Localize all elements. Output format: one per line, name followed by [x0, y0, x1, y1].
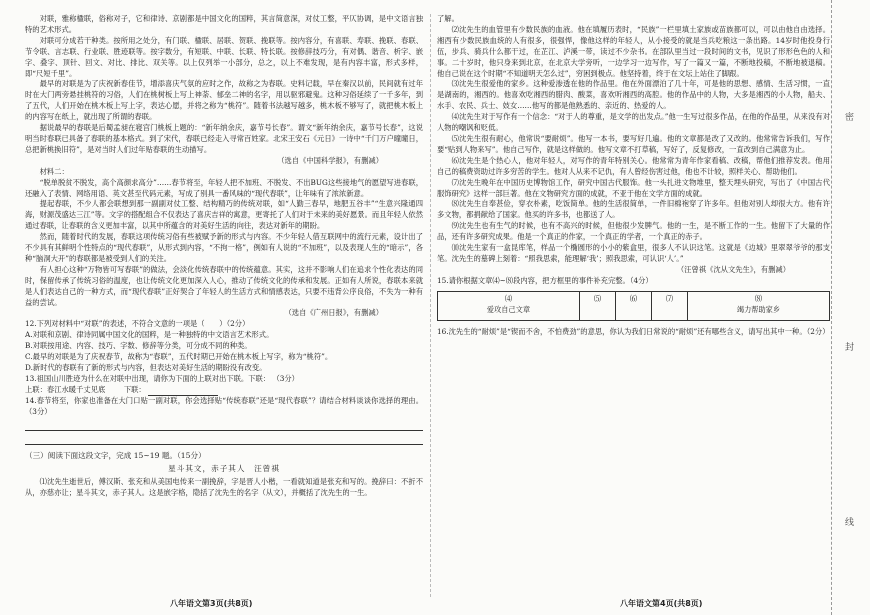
right-para-7: ⑻沈先生自奉甚俭，穿衣朴素，吃饭简单。他的生活很简单，一件旧棉袍穿了许多年。但他对别人却很大方。他有许多文物，都捐献给了国家。他买的许多书，也都送了人。 [437, 199, 830, 220]
question-13 [25, 374, 423, 385]
material-2-label: 材料二： [39, 166, 69, 176]
timeline-cell-1-text: 爱攻自己文章 [486, 304, 531, 314]
page-footer-right: 八年语文第4页(共8页) [620, 599, 703, 608]
timeline-cell-5-text: 竭力帮助家乡 [736, 304, 781, 314]
binding-char-1: 密 [844, 113, 854, 123]
left-para-7: 然而，随着时代的发展，春联这项传统习俗有些被赋予新的形式与内容。不少年轻人借互联网中的流行元素，设计出了不少具有其鲜明个性特点的“现代春联”，从形式到内容，“不拘一格”，例如有人说的“不加班”，以及表现人生的“暗示”，各种“脑洞大开”的春联都是被受到人们的关注。 [25, 232, 423, 263]
timeline-cell-5-label: ⑻ [754, 293, 763, 303]
couplet-lower-blank[interactable] [148, 387, 218, 396]
right-para-9: ⑽沈先生家有一盒昆库笔，样品一个椭圆形的小小的紫盒里，很多人不认识这笔。这就是《边城》里翠翠爷爷的那支笔。沈先生的墓碑上刻着：“照我思索，能理解‘我’；照我思索，可认识‘人’。” [437, 243, 830, 263]
question-15: 15.请你根据文章⑷~⑻段内容，把方框里的事件补充完整。（4分） [437, 275, 653, 285]
left-para-3: 最早的对联是为了庆祝新春佳节，增添喜庆气氛的应时之作，故称之为春联。史料记载，早在秦汉以前，民间就有过年时在大门两旁悬挂桃符的习俗，人们在桃树板上写上神荼、郁垒二神的名字，用以驱邪避鬼。这种习俗延续了一千多年，到了五代，人们开始在桃木板上写上字，表达心愿，并将之称为“桃符”。随着书法越写越多，桃木板不够写了，就把桃木板上的内容写在纸上，就出现了所谓的春联。 [25, 79, 423, 122]
question-16: 16.沈先生的“耐烦”是“锲而不舍，不怕费劲”的意思，你认为我们日常说的“耐烦”还有哪些含义，请写出其中一种。（2分） [437, 326, 830, 336]
binding-margin [831, 0, 870, 615]
page-divider [430, 14, 431, 597]
couplet-upper: 上联：春江水暖千丈见底 [25, 384, 106, 394]
question-12: 12.下列对材料中“对联”的表述，不符合文意的一项是（ ）（2分） [25, 319, 250, 329]
left-para-6: 提起春联，不少人都会联想到那一副副对仗工整、结构精巧的传统对联，如“人勤三春早，地肥五谷丰”“生意兴隆通四海，财源茂盛达三江”等。文字的搭配组合不仅表达了喜庆吉祥的寓意，更寄托了人们对于未来的美好愿景。而且年轻人依然通过春联，让春联的含义更加丰富，以其中所蕴含的对美好生活的向往，表达对新年的期盼。 [25, 199, 423, 231]
right-para-2: ⑶沈先生很爱他的家乡。这种爱渗透在他的作品里。他在外面漂泊了几十年，可是他的思想、感情、生活习惯，一直是湖南的，湘西的。他喜欢吃湘西的腊肉、酸菜，喜欢听湘西的高腔。他的作品中的人物，大多是湘西的小人物，船夫、水手、农民、兵士、妓女……他写的都是他熟悉的、亲近的、热爱的人。 [437, 79, 830, 111]
timeline-cell-5 [687, 291, 829, 320]
left-para-5: “脱单脱贫不脱发，高个高颜求高分”……春节将至，年轻人把不加班、不脱发、不出BUG这些接地气的愿望写进春联，还融入了表情、网络用语、英文甚至代码元素，写成了别具一番风味的“现代春联”，让年味有了浓浓新意。 [25, 177, 423, 198]
timeline-cell-2[interactable] [580, 291, 616, 320]
couplet-lower-label: 下联： [123, 384, 146, 394]
timeline-cell-3-label: ⑹ [629, 293, 638, 303]
q12-option-c: C.最早的对联是为了庆祝春节，故称为“春联”，五代时期已开始在桃木板上写字，称为“桃符”。 [25, 352, 333, 362]
right-para-6: ⑺沈先生晚年在中国历史博物馆工作，研究中国古代服饰。他一头扎进文物堆里，整天埋头研究，写出了《中国古代服饰研究》这样一部巨著。他在文物研究方面的成就，不亚于他在文学方面的成就。 [437, 177, 830, 198]
event-timeline-table [437, 291, 830, 321]
q14-answer-line-2[interactable] [25, 434, 423, 445]
article-para-1: ⑴沈先生逝世后，傅汉斯、张充和从美国电传来一副挽辞，字是晋人小楷，一看就知道是张充和写的。挽辞曰：不折不从，亦慈亦让；星斗其文，赤子其人。这是嵌字格，隐括了沈先生的名字（从文），并概括了沈先生的一生。 [25, 477, 423, 498]
timeline-cell-2-label: ⑸ [593, 293, 602, 303]
right-para-3: ⑷沈先生对于写作有一个信念：“对于人的尊重，是文学的出发点。”他一生写过很多作品，在他的作品里，从来没有对人物的嘲讽和贬低。 [437, 112, 830, 133]
source-note-3: （汪曾祺《沈从文先生》，有删减） [676, 264, 790, 274]
timeline-cell-3[interactable] [615, 291, 651, 320]
question-13-points: （3分） [272, 373, 299, 383]
source-note-2: （选自《广州日报》，有删减） [284, 308, 383, 318]
source-note-1: （选自《中国科学报》，有删减） [277, 155, 383, 165]
q14-answer-line-1[interactable] [25, 420, 423, 431]
left-para-4: 据说最早的春联是后蜀孟昶在寝宫门桃板上题的：“新年纳余庆，嘉节号长春”。谓文“新年纳余庆，嘉节号长春”，这说明当时春联已具备了春联的基本格式。到了宋代，春联已经走入寻常百姓家。北宋王安石《元日》一诗中“千门万户曈曈日，总把新桃换旧符”，是对当时人们过年贴春联的生动描写。 [25, 123, 423, 154]
q12-option-d: D.新时代的春联有了新的形式与内容，但表达对美好生活的期盼没有改变。 [25, 363, 267, 372]
timeline-cell-4[interactable] [651, 291, 687, 320]
q12-option-a: A.对联和京剧、律诗同属中国文化的国粹，是一种独特的中文语言艺术形式。 [25, 330, 274, 340]
right-para-1: ⑵沈先生的血管里有少数民族的血液。他在填履历表时，“民族”一栏里填土家族或苗族都可以，可以由他自由选择。湘西有少数民族血统的人有很多，很强悍，像他这样的年轻人，从小接受的就是当兵吃粮这一条出路。14岁时他投身行伍，步兵、骑兵什么都干过，在芷江、泸溪一带，读过不少杂书。在部队里当过一段时间的文书，见识了形形色色的人和事。二十岁时，他只身来到北京，在北京大学旁听，一边学习一边写作，写了一篇又一篇，不断地投稿，不断地被退稿。他自己说在这个时期“不知道明天怎么过”，穷困到极点。他坚持着，终于在文坛上站住了脚跟。 [437, 24, 830, 78]
right-para-4: ⑸沈先生很有耐心，他常说“要耐烦”。他写一本书，要写好几遍。他的文章都是改了又改的。他常常告诉我们，写作要“贴到人物来写”。他自己写作，就是这样做的。他写文章不打草稿，写好了，反复修改，一直改到自己满意为止。 [437, 133, 830, 154]
left-page [25, 14, 423, 599]
page-footer-left: 八年语文第3页(共8页) [170, 599, 253, 608]
right-para-5: ⑹沈先生是个热心人，他对年轻人，对写作的青年特别关心。他常常为青年作家看稿、改稿，帮他们推荐发表。他用自己的稿费资助过许多穷苦的学生。他对人从来不记仇，有人曾经伤害过他，他也不计较，照样关心、帮助他们。 [437, 155, 830, 176]
q12-option-b: B.对联按用途、内容、技巧、字数、修辞等分类，可分成不同的种类。 [25, 341, 252, 351]
timeline-cell-1-label: ⑷ [504, 293, 513, 303]
right-para-0: 了解。 [437, 14, 459, 23]
timeline-cell-1 [438, 291, 580, 320]
left-para-1: 对联，雅称楹联，俗称对子，它和律诗、京剧都是中国文化的国粹，其言简意深，对仗工整，平仄协调，是中文语言独特的艺术形式。 [25, 14, 423, 34]
right-para-8: ⑼沈先生也有生气的时候，也有不高兴的时候，但他很少发脾气。他的一生，是不断工作的一生。他留下了大量的作品，还有许多研究成果。他是一个真正的作家，一个真正的学者，一个真正的赤子。 [437, 221, 830, 242]
question-13-text: 13.祖国山川胜迹为什么在对联中出现，请你为下面的上联对出下联。下联： [25, 373, 271, 383]
couplet-row [25, 385, 423, 396]
article-title: 星斗其文，赤子其人 汪曾祺 [168, 464, 280, 474]
section-3-title: （三）阅读下面这段文字，完成 15~19 题。（15分） [25, 450, 206, 460]
right-page [437, 14, 830, 599]
question-14: 14.春节将至，你家也准备在大门口贴一副对联，你会选择贴“传统春联”还是“现代春联”？请结合材料谈谈你选择的理由。（3分） [25, 395, 423, 416]
binding-char-3: 线 [844, 518, 854, 528]
timeline-cell-4-label: ⑺ [665, 293, 674, 303]
binding-char-2: 封 [844, 343, 854, 353]
left-para-8: 有人担心这种“万物皆可写春联”的做法，会淡化传统春联中的传统蕴意。其实，这并不影响人们在追求个性化表达的同时，保留传承了传统习俗的温度，也让传统文化更加深入人心，推动了传统文化的传承和发展。正如有人所说，春联本来就是人们表达自己的一种方式，而“现代春联”正好契合了年轻人的生活方式和情感表达，只要不违背公序良俗，不失为一种有益的尝试。 [25, 264, 423, 307]
left-para-2: 对联可分成若干种类。按所用之处分，有门联、楹联、居联、贺联、挽联等。按内容分，有喜联、寿联、挽联、春联、节令联、言志联、行业联、胜迹联等。按字数分，有短联、中联、长联、特长联。按修辞技巧分，有对偶、谐音、析字、嵌字、叠字、顶针、回文、对比、排比、双关等。以上仅列举一小部分，总之，以上不难发现，是有内容丰富，形式多样，即“尺短千里”。 [25, 35, 423, 78]
